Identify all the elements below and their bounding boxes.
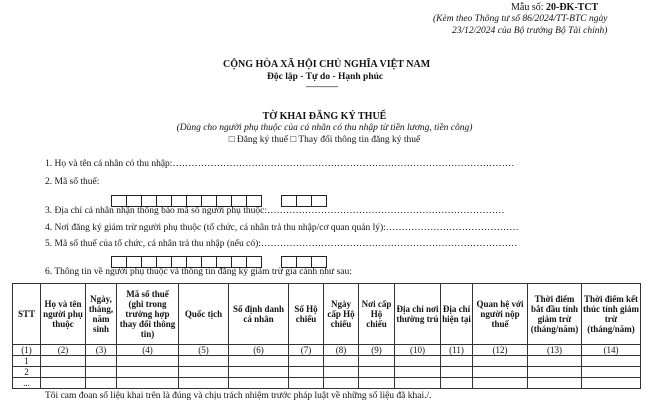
table-cell[interactable]: [86, 378, 117, 389]
table-cell[interactable]: [324, 378, 359, 389]
table-cell[interactable]: [441, 378, 473, 389]
table-cell[interactable]: [473, 356, 528, 367]
column-number: (11): [441, 345, 473, 356]
column-number: (8): [324, 345, 359, 356]
country-name: CỘNG HÒA XÃ HỘI CHỦ NGHĨA VIỆT NAM: [223, 59, 431, 70]
column-header: Họ và tên người phụ thuộc: [41, 284, 86, 345]
row-number: 1: [13, 356, 41, 367]
form-number: [511, 2, 598, 13]
field-notice-address[interactable]: 3. Địa chỉ cá nhân nhận thông báo mã số người phụ thuộc:…………………………………………………………………: [45, 206, 505, 216]
table-cell[interactable]: [229, 356, 289, 367]
column-number: (1): [13, 345, 41, 356]
table-cell[interactable]: [441, 367, 473, 378]
form-number-label: Mẫu số:: [511, 2, 546, 13]
table-cell[interactable]: [528, 356, 582, 367]
column-header: Thời điểm kết thúc tính giảm trừ (tháng/năm): [582, 284, 641, 345]
column-header: Thời điểm bắt đầu tính giảm trừ (tháng/năm): [528, 284, 582, 345]
table-cell[interactable]: [395, 356, 441, 367]
table-cell[interactable]: [582, 378, 641, 389]
field-taxpayer-name[interactable]: 1. Họ và tên cá nhân có thu nhập:………………………………………………………………………………………………: [45, 159, 515, 169]
table-row: [13, 367, 641, 378]
table-cell[interactable]: [582, 367, 641, 378]
motto: Độc lập - Tự do - Hạnh phúc: [267, 72, 384, 82]
table-cell[interactable]: [179, 356, 229, 367]
table-cell[interactable]: [86, 367, 117, 378]
table-cell[interactable]: [359, 367, 395, 378]
checkbox-change-info[interactable]: □: [290, 135, 297, 145]
column-header: Số Hộ chiếu: [289, 284, 324, 345]
checkbox-register[interactable]: □: [228, 135, 235, 145]
table-cell[interactable]: [359, 356, 395, 367]
form-subtitle: (Dùng cho người phụ thuộc của cá nhân có thu nhập từ tiền lương, tiền công): [176, 123, 473, 133]
separator: ————: [306, 82, 338, 91]
dependents-table: [12, 283, 641, 389]
table-cell[interactable]: [441, 356, 473, 367]
row-number: ...: [13, 378, 41, 389]
legal-reference-1: (Kèm theo Thông tư số 86/2024/TT-BTC ngày: [433, 14, 608, 24]
column-number: (5): [179, 345, 229, 356]
field-dependents-info: 6. Thông tin về người phụ thuộc và thông tin đăng ký giảm trừ gia cảnh như sau:: [45, 267, 352, 277]
registration-options: [0, 135, 649, 145]
table-row: [13, 378, 641, 389]
table-cell[interactable]: [117, 367, 179, 378]
declaration-statement: Tôi cam đoan số liệu khai trên là đúng và chịu trách nhiệm trước pháp luật về những số liệu đã khai./.: [45, 391, 432, 401]
table-cell[interactable]: [86, 356, 117, 367]
option-change-label: Thay đổi thông tin đăng ký thuế: [298, 135, 421, 145]
field-deduction-place[interactable]: 4. Nơi đăng ký giảm trừ người phụ thuộc (tổ chức, cá nhân trả thu nhập/cơ quan quản lý):……………………………………: [45, 223, 519, 233]
table-cell[interactable]: [582, 356, 641, 367]
table-cell[interactable]: [324, 356, 359, 367]
table-cell[interactable]: [229, 378, 289, 389]
table-row: [13, 356, 641, 367]
table-cell[interactable]: [528, 378, 582, 389]
field-payer-tax-code[interactable]: 5. Mã số thuế của tổ chức, cá nhân trả thu nhập (nếu có):………………………………………………………………………: [45, 239, 518, 249]
table-cell[interactable]: [473, 367, 528, 378]
option-register-label: Đăng ký thuế: [236, 135, 289, 145]
table-cell[interactable]: [528, 367, 582, 378]
table-cell[interactable]: [473, 378, 528, 389]
legal-reference-2: 23/12/2024 của Bộ trưởng Bộ Tài chính): [452, 26, 608, 36]
column-header: Ngày, tháng, năm sinh: [86, 284, 117, 345]
column-number: (2): [41, 345, 86, 356]
column-number: (12): [473, 345, 528, 356]
table-cell[interactable]: [117, 378, 179, 389]
column-number: (9): [359, 345, 395, 356]
column-header: Mã số thuế (ghi trong trường hợp thay đổi thông tin): [117, 284, 179, 345]
form-number-value: 20-ĐK-TCT: [546, 2, 599, 13]
table-cell[interactable]: [289, 367, 324, 378]
table-cell[interactable]: [229, 367, 289, 378]
column-header: Số định danh cá nhân: [229, 284, 289, 345]
column-number: (6): [229, 345, 289, 356]
table-cell[interactable]: [41, 367, 86, 378]
table-header-row: [13, 284, 641, 345]
column-header: Quan hệ với người nộp thuế: [473, 284, 528, 345]
column-header: STT: [13, 284, 41, 345]
table-cell[interactable]: [395, 367, 441, 378]
column-number: (10): [395, 345, 441, 356]
column-number: (3): [86, 345, 117, 356]
column-number: (4): [117, 345, 179, 356]
row-number: 2: [13, 367, 41, 378]
column-header: Quốc tịch: [179, 284, 229, 345]
column-number: (13): [528, 345, 582, 356]
column-header: Nơi cấp Hộ chiếu: [359, 284, 395, 345]
column-number: (14): [582, 345, 641, 356]
table-cell[interactable]: [324, 367, 359, 378]
table-cell[interactable]: [41, 378, 86, 389]
table-cell[interactable]: [179, 378, 229, 389]
table-cell[interactable]: [289, 356, 324, 367]
table-cell[interactable]: [179, 367, 229, 378]
table-cell[interactable]: [395, 378, 441, 389]
column-header: Địa chỉ hiện tại: [441, 284, 473, 345]
form-title: TỜ KHAI ĐĂNG KÝ THUẾ: [262, 111, 387, 122]
field-tax-code-label: 2. Mã số thuế:: [45, 177, 100, 187]
column-header: Địa chỉ nơi thường trú: [395, 284, 441, 345]
column-header: Ngày cấp Hộ chiếu: [324, 284, 359, 345]
column-number: (7): [289, 345, 324, 356]
table-cell[interactable]: [41, 356, 86, 367]
table-cell[interactable]: [359, 378, 395, 389]
table-cell[interactable]: [117, 356, 179, 367]
column-number-row: [13, 345, 641, 356]
table-cell[interactable]: [289, 378, 324, 389]
